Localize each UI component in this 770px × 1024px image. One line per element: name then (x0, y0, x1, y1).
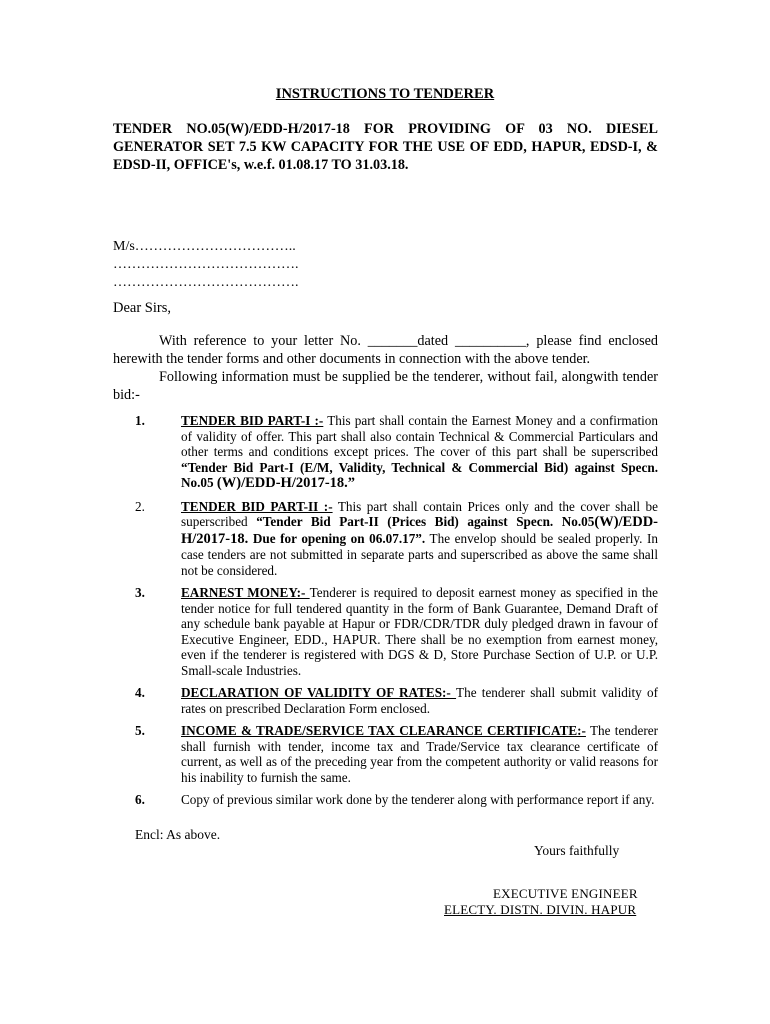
enclosure-note: Encl: As above. (135, 827, 221, 842)
item-number: 1. (135, 413, 145, 428)
item-text: The tenderer shall furnish with tender, income tax and Trade/Service tax clearance certificate of current, as well as of the preceding year from the competent authority or valid reasons for his inability to furnish the same. (181, 723, 658, 785)
list-item-earnest-money (113, 585, 658, 678)
item-body (181, 792, 658, 808)
item-text-continued: The envelop should be sealed properly. In case tenders are not submitted in separate parts and superscribed as above the same shall not be considered. (181, 530, 658, 578)
list-item-tax-clearance (113, 723, 658, 785)
item-title: INCOME & TRADE/SERVICE TAX CLEARANCE CERTIFICATE:- (181, 723, 586, 738)
item-number: 5. (135, 723, 145, 738)
salutation: Dear Sirs, (113, 300, 171, 316)
list-item-tender-bid-part-2 (113, 499, 658, 579)
item-superscription: “Tender Bid Part-II (Prices Bid) against Specn. No.05 (256, 514, 595, 529)
item-superscription-ref: (W)/EDD-H/2017-18. (181, 514, 658, 547)
item-title: TENDER BID PART-II :- (181, 498, 333, 514)
item-number: 4. (135, 685, 145, 700)
list-item-validity-of-rates (113, 685, 658, 716)
address-line-3: …………………………………. (113, 275, 299, 290)
item-text: This part shall contain Prices only and the cover shall be superscribed (181, 498, 658, 529)
instruction-list (113, 413, 658, 815)
document-heading: INSTRUCTIONS TO TENDERER (275, 86, 495, 102)
item-text: The tenderer shall submit validity of rates on prescribed Declaration Form enclosed. (181, 685, 658, 716)
item-number: 6. (135, 792, 145, 807)
address-line-2: …………………………………. (113, 257, 299, 272)
address-line-1: M/s…………………………….. (113, 239, 296, 254)
instruction-paragraph: Following information must be supplied be the tenderer, without fail, alongwith tender bid:- (113, 369, 658, 403)
item-number: 3. (135, 585, 145, 600)
item-superscription: “Tender Bid Part-I (E/M, Validity, Technical & Commercial Bid) against Specn. No.05 (181, 459, 658, 490)
reference-paragraph: With reference to your letter No. _______dated __________, please find enclosed herewith the tender forms and other documents in connection with the above tender. (113, 333, 658, 367)
item-number: 2. (135, 498, 145, 514)
item-body (181, 413, 658, 492)
item-title: EARNEST MONEY:- (181, 585, 310, 600)
item-title: TENDER BID PART-I :- (181, 413, 324, 428)
item-opening-date: Due for opening on 06.07.17”. (248, 530, 426, 546)
item-text: This part shall contain the Earnest Money and a confirmation of validity of offer. This part shall also contain Technical & Commercial Particulars and other terms and conditions except prices. The cover of this part shall be superscribed (181, 413, 658, 459)
list-item-previous-work (113, 792, 658, 808)
item-superscription-ref: (W)/EDD-H/2017-18.” (216, 475, 356, 491)
item-body (181, 585, 658, 678)
item-title: DECLARATION OF VALIDITY OF RATES:- (181, 685, 457, 700)
signatory-office: ELECTY. DISTN. DIVIN. HAPUR (444, 902, 637, 917)
list-item-tender-bid-part-1 (113, 413, 658, 492)
tender-title: TENDER NO.05(W)/EDD-H/2017-18 FOR PROVIDING OF 03 NO. DIESEL GENERATOR SET 7.5 KW CAPACITY FOR THE USE OF EDD, HAPUR, EDSD-I, & EDSD-II, OFFICE's, w.e.f. 01.08.17 TO 31.03.18. (113, 121, 658, 173)
item-body (181, 499, 658, 579)
item-body (181, 723, 658, 785)
closing-phrase: Yours faithfully (534, 843, 620, 858)
item-body (181, 685, 658, 716)
signatory-designation: EXECUTIVE ENGINEER (493, 886, 638, 901)
item-text: Copy of previous similar work done by the tenderer along with performance report if any. (181, 792, 655, 807)
item-text: Tenderer is required to deposit earnest money as specified in the tender notice for full tendered quantity in the form of Bank Guarantee, Demand Draft of any schedule bank payable at Hapur or FDR/CDR/TDR duly pledged drawn in favour of Executive Engineer, EDD., HAPUR. There shall be no exemption from earnest money, even if the tenderer is registered with DGS & D, Store Purchase Section of U.P. or U.P. Small-scale Industries. (181, 585, 658, 678)
